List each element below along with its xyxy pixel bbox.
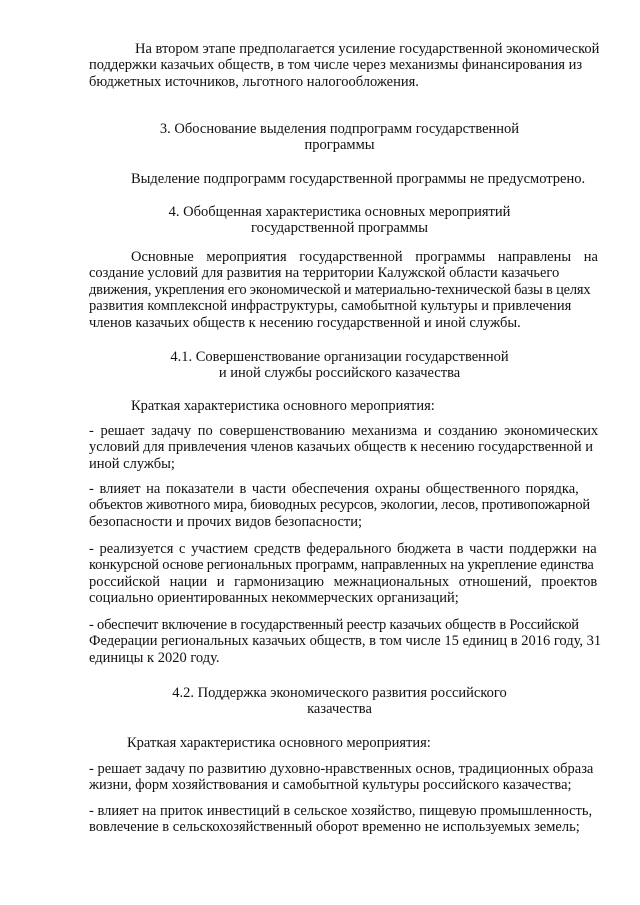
section41-item-3-line-4: социально ориентированных некоммерческих организаций; bbox=[89, 590, 459, 607]
section42-item-2-line-1: - влияет на приток инвестиций в сельское хозяйство, пищевую промышленность, bbox=[89, 803, 593, 819]
section41-item-4 bbox=[89, 617, 602, 666]
section4-title bbox=[89, 204, 590, 237]
section41-title bbox=[89, 349, 590, 382]
section41-item-1-line-3: иной службы; bbox=[89, 455, 175, 472]
section41-item-1 bbox=[89, 423, 599, 472]
section41-item-3-line-1: - реализуется с участием средств федерального бюджета в части поддержки на bbox=[89, 541, 597, 557]
section41-title-line-2: и иной службы российского казачества bbox=[218, 365, 461, 382]
section41-item-3-line-3: российской нации и гармонизацию межнациональных отношений, проектов bbox=[89, 573, 598, 590]
section41-item-1-line-1: - решает задачу по совершенствованию механизма и созданию экономических bbox=[89, 423, 599, 439]
section42-item-1-line-1: - решает задачу по развитию духовно-нравственных основ, традиционных образа bbox=[89, 761, 594, 777]
section42-item-1-line-2: жизни, форм хозяйствования и самобытной культуры российского казачества; bbox=[89, 777, 572, 794]
stage2-line-2: поддержки казачьих обществ, в том числе через механизмы финансирования из bbox=[89, 57, 583, 74]
section41-item-3-line-2: конкурсной основе региональных программ, направленных на укрепление единства bbox=[89, 557, 594, 574]
section41-brief: Краткая характеристика основного мероприятия: bbox=[131, 398, 435, 414]
section4-text-line-3: движения, укрепления его экономической и материально-технической базы в целях bbox=[89, 281, 591, 298]
section42-title bbox=[89, 685, 590, 718]
section42-brief: Краткая характеристика основного мероприятия: bbox=[127, 735, 431, 751]
stage2-line-3: бюджетных источников, льготного налогообложения. bbox=[89, 73, 419, 90]
section41-item-4-line-3: единицы к 2020 году. bbox=[89, 649, 220, 666]
section41-item-2-line-2: объектов животного мира, биоводных ресурсов, экологии, лесов, противопожарной bbox=[89, 497, 590, 514]
section41-item-2-line-3: безопасности и прочих видов безопасности; bbox=[89, 513, 363, 530]
stage2-paragraph bbox=[89, 41, 600, 90]
section42-item-2 bbox=[89, 803, 593, 836]
section4-text-line-4: развития комплексной инфраструктуры, самобытной культуры и привлечения bbox=[89, 298, 572, 315]
section4-text-line-5: членов казачьих обществ к несению государственной и иной службы. bbox=[89, 314, 521, 331]
section41-item-1-line-2: условий для привлечения членов казачьих обществ к несению государственной и bbox=[89, 439, 593, 456]
section42-title-line-1: 4.2. Поддержка экономического развития российского bbox=[172, 685, 507, 701]
section4-text-line-2: создание условий для развития на территории Калужской области казачьего bbox=[89, 265, 560, 282]
section41-item-3 bbox=[89, 541, 598, 607]
section3-title bbox=[89, 121, 590, 154]
section4-text bbox=[89, 249, 598, 331]
section4-title-line-1: 4. Обобщенная характеристика основных мероприятий bbox=[168, 204, 511, 220]
section4-title-line-2: государственной программы bbox=[251, 220, 428, 237]
section42-item-2-line-2: вовлечение в сельскохозяйственный оборот временно не используемых земель; bbox=[89, 819, 580, 836]
section4-text-line-1: Основные мероприятия государственной программы направлены на bbox=[131, 249, 598, 265]
section41-item-2-line-1: - влияет на показатели в части обеспечения охраны общественного порядка, bbox=[89, 481, 579, 497]
section41-item-4-line-1: - обеспечит включение в государственный реестр казачьих обществ в Российской bbox=[89, 617, 579, 633]
section41-item-2 bbox=[89, 481, 590, 530]
section3-text: Выделение подпрограмм государственной программы не предусмотрено. bbox=[131, 171, 586, 187]
section42-item-1 bbox=[89, 761, 594, 794]
section41-item-4-line-2: Федерации региональных казачьих обществ, в том числе 15 единиц в 2016 году, 31 bbox=[89, 633, 602, 650]
stage2-line-1: На втором этапе предполагается усиление государственной экономической bbox=[135, 41, 600, 57]
section3-title-line-1: 3. Обоснование выделения подпрограмм государственной bbox=[159, 121, 520, 137]
section3-title-line-2: программы bbox=[304, 137, 375, 154]
section41-title-line-1: 4.1. Совершенствование организации государственной bbox=[170, 349, 509, 365]
section42-title-line-2: казачества bbox=[307, 701, 372, 718]
